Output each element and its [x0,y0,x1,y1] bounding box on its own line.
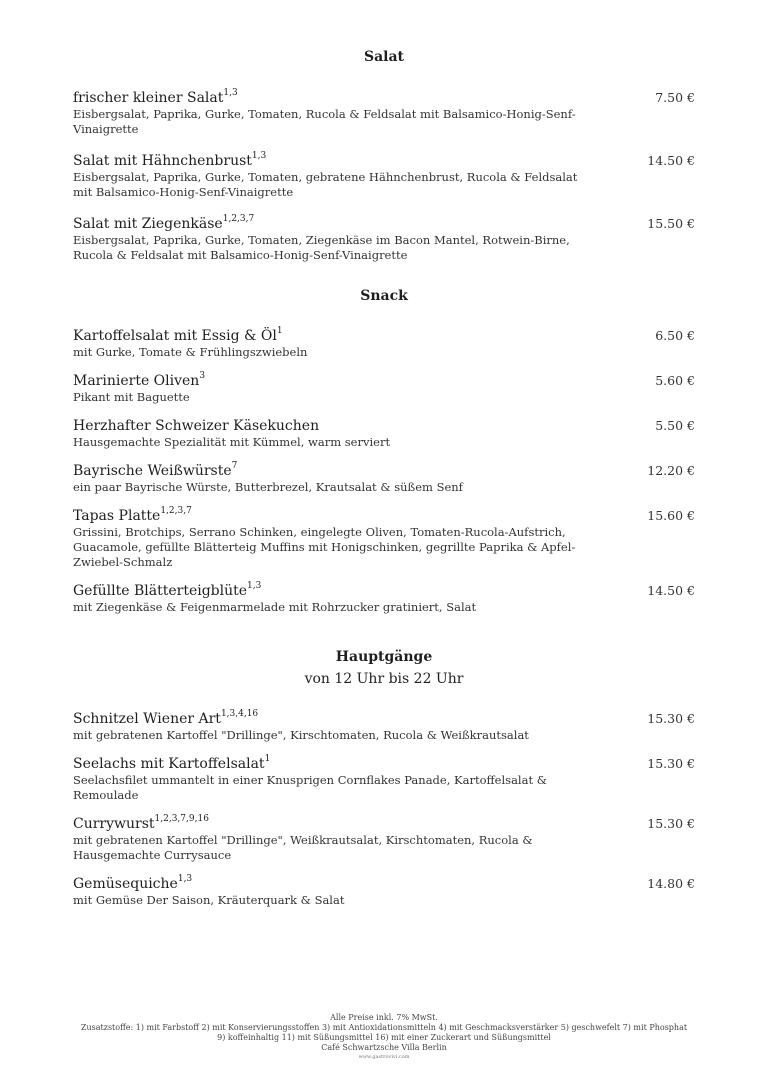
item-name: Gefüllte Blätterteigblüte [73,583,248,599]
item-price: 15.30 € [647,711,695,726]
item-description: Pikant mit Baguette [73,390,190,404]
item-price: 12.20 € [647,463,695,478]
item-name: Currywurst [73,816,155,832]
item-price: 14.50 € [647,153,695,168]
item-price: 7.50 € [655,90,695,105]
item-name: Salat mit Hähnchenbrust [73,153,252,169]
section-hauptgaenge [0,648,768,908]
menu-item [73,507,695,570]
footer-additives-cont: 9) koffeinhaltig 11) mit Süßungsmittel 16) mit einer Zuckerart und Süßungsmittel [217,1033,551,1042]
item-price: 5.60 € [655,373,695,388]
item-price: 15.50 € [647,216,695,231]
item-name: Salat mit Ziegenkäse [73,216,223,232]
item-name: Kartoffelsalat mit Essig & Öl [73,328,277,344]
item-name: Tapas Platte [73,508,161,524]
item-name: Seelachs mit Kartoffelsalat [73,756,265,772]
section-title: Snack [360,288,408,304]
section-subtitle: von 12 Uhr bis 22 Uhr [304,671,464,687]
item-name: frischer kleiner Salat [73,90,224,106]
item-description: Eisbergsalat, Paprika, Gurke, Tomaten, Ziegenkäse im Bacon Mantel, Rotwein-Birne, Rucola & Feldsalat mit Balsamico-Honig-Senf-Vinaigrette [73,233,570,262]
item-description: Eisbergsalat, Paprika, Gurke, Tomaten, Rucola & Feldsalat mit Balsamico-Honig-Senf-Vinaigrette [73,107,576,136]
footer-venue: Café Schwartzsche Villa Berlin [321,1043,447,1052]
footer-vat-note: Alle Preise inkl. 7% MwSt. [330,1013,438,1022]
footer-website: www.gastrovivi.com [358,1054,410,1060]
item-description: Hausgemachte Spezialität mit Kümmel, warm serviert [73,435,391,449]
item-allergens: 1,3 [251,151,267,162]
item-name: Gemüsequiche [73,876,178,892]
item-allergens: 1,2,3,7 [160,506,192,517]
item-allergens: 1,3 [177,874,193,885]
menu-item [73,372,695,405]
footer-additives: Zusatzstoffe: 1) mit Farbstoff 2) mit Konservierungsstoffen 3) mit Antioxidationsmitteln 4) mit Geschmacksverstärker 5) geschwefelt 7) mit Phosphat [80,1023,688,1032]
item-allergens: 7 [231,461,238,472]
item-description: ein paar Bayrische Würste, Butterbrezel, Krautsalat & süßem Senf [73,480,463,494]
item-price: 14.80 € [647,876,695,891]
item-description: Grissini, Brotchips, Serrano Schinken, eingelegte Oliven, Tomaten-Rucola-Aufstrich, Guacamole, gefüllte Blätterteig Muffins mit Honigschinken, gegrillte Paprika & Apfel-Zwiebel-Schmalz [73,525,576,569]
item-description: mit Gurke, Tomate & Frühlingszwiebeln [73,345,308,359]
menu-item [73,710,695,743]
item-name: Schnitzel Wiener Art [73,711,221,727]
item-allergens: 1,2,3,7 [222,214,255,225]
item-description: mit gebratenen Kartoffel "Drillinge", Weißkrautsalat, Kirschtomaten, Rucola & Hausgemachte Currysauce [73,833,533,862]
item-allergens: 1,3,4,16 [220,709,259,720]
item-description: Eisbergsalat, Paprika, Gurke, Tomaten, gebratene Hähnchenbrust, Rucola & Feldsalat mit Balsamico-Honig-Senf-Vinaigrette [73,170,578,199]
item-price: 5.50 € [655,418,695,433]
item-price: 6.50 € [655,328,695,343]
item-price: 14.50 € [647,583,695,598]
item-name: Bayrische Weißwürste [73,463,232,479]
item-price: 15.30 € [647,816,695,831]
item-allergens: 1,3 [247,581,262,592]
section-title: Salat [363,49,405,65]
menu-item [73,417,695,450]
item-description: mit Gemüse Der Saison, Kräuterquark & Salat [73,893,345,907]
footer [0,1013,768,1061]
item-price: 15.60 € [647,508,695,523]
item-allergens: 3 [199,371,206,382]
section-salat [0,48,768,263]
item-name: Marinierte Oliven [73,373,200,389]
menu-item [73,215,695,263]
item-description: Seelachsfilet ummantelt in einer Knusprigen Cornflakes Panade, Kartoffelsalat & Remoulade [73,773,547,802]
item-description: mit Ziegenkäse & Feigenmarmelade mit Rohrzucker gratiniert, Salat [73,600,477,614]
menu-item [73,462,695,495]
menu-item [73,89,695,137]
menu-item [73,582,695,615]
menu-item [73,815,695,863]
menu-item [73,152,695,200]
item-allergens: 1,3 [223,88,238,99]
item-name: Herzhafter Schweizer Käsekuchen [73,418,320,434]
section-snack [0,287,768,615]
section-title: Hauptgänge [335,649,433,665]
item-allergens: 1 [264,754,271,765]
item-allergens: 1,2,3,7,9,16 [154,814,209,825]
item-allergens: 1 [276,326,283,337]
menu-item [73,875,695,908]
item-price: 15.30 € [647,756,695,771]
menu-item [73,327,695,360]
item-description: mit gebratenen Kartoffel "Drillinge", Kirschtomaten, Rucola & Weißkrautsalat [73,728,529,742]
menu-item [73,755,695,803]
